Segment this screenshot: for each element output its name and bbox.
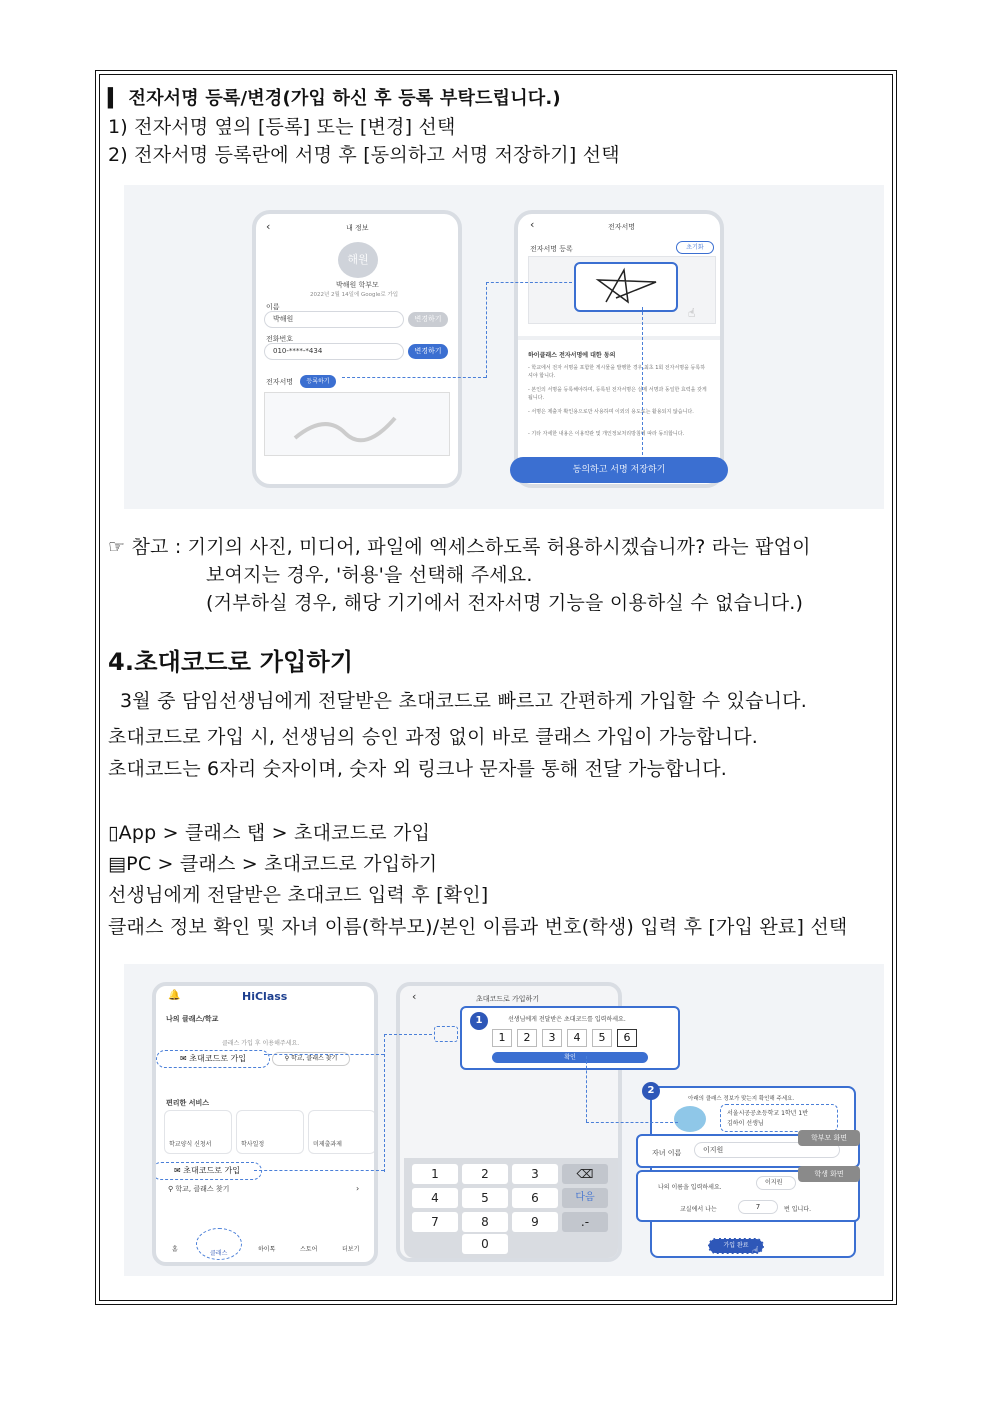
key-5[interactable]: 5	[462, 1188, 508, 1208]
key-4[interactable]: 4	[412, 1188, 458, 1208]
key-3[interactable]: 3	[512, 1164, 558, 1184]
change-phone-button[interactable]: 변경하기	[408, 344, 448, 359]
signature-scribble-icon	[265, 393, 449, 455]
chevron-right-icon: ›	[356, 1184, 360, 1193]
pc-path	[108, 849, 437, 876]
user-name: 박해원 학부모	[336, 281, 379, 289]
tab-home[interactable]: 홈	[172, 1246, 178, 1253]
code-entry-popup	[460, 1006, 680, 1070]
joined-text: 2022년 2월 14일에 Google로 가입	[310, 292, 399, 298]
hand-icon: ☝	[688, 306, 696, 320]
service-card-2[interactable]	[236, 1110, 304, 1154]
signature-header: 전자서명	[608, 223, 636, 231]
signature-title: ▍ 전자서명 등록/변경(가입 하신 후 등록 부탁드립니다.)	[108, 88, 561, 109]
service-1-label: 학교양식 신청서	[169, 1141, 212, 1148]
consent-3: - 서명은 제출자 확인용으로만 사용하며 이외의 용도로는 활용되지 않습니다.	[528, 409, 694, 415]
key-1[interactable]: 1	[412, 1164, 458, 1184]
my-name-label: 나의 이름을 입력하세요.	[658, 1184, 722, 1191]
signature-illustration	[124, 185, 884, 509]
app-path-text: App > 클래스 탭 > 초대코드로 가입	[118, 822, 431, 844]
consent-4: - 기타 자세한 내용은 이용약관 및 개인정보처리방침에 따라 동의합니다.	[528, 431, 685, 437]
consent-title: 하이클래스 전자서명에 대한 동의	[528, 352, 616, 359]
connector-invite-4	[384, 1034, 432, 1035]
avatar: 해원	[338, 242, 378, 278]
signature-step-2: 2) 전자서명 등록란에 서명 후 [동의하고 서명 저장하기] 선택	[108, 144, 620, 166]
invite-paragraph-1: 3월 중 담임선생님에게 전달받은 초대코드로 빠르고 간편하게 가입할 수 있습니다.	[120, 690, 807, 712]
service-3-label: 미제출과제	[313, 1141, 342, 1148]
note-line-1: ☞ 참고 : 기기의 사진, 미디어, 파일에 엑세스하도록 허용하시겠습니까? 라는 팝업이	[108, 536, 811, 558]
invite-code-label-bottom: 초대코드로 가입	[183, 1166, 240, 1175]
signature-screen	[514, 210, 724, 488]
connector-invite-3	[254, 1170, 384, 1171]
mail-icon: ✉	[180, 1054, 190, 1063]
class-number-suffix: 번 입니다.	[784, 1206, 811, 1213]
connector-invite-2	[384, 1034, 385, 1172]
name-label: 이름	[266, 303, 280, 311]
bell-icon[interactable]: 🔔	[168, 990, 181, 1001]
back-icon-3[interactable]: ‹	[412, 990, 417, 1003]
back-icon[interactable]: ‹	[266, 220, 271, 233]
register-signature-button[interactable]: 등록하기	[300, 375, 336, 388]
school-name: 서울시공공초등학교 1학년 1반	[727, 1110, 809, 1117]
class-number-field[interactable]: 7	[738, 1200, 778, 1214]
key-9[interactable]: 9	[512, 1212, 558, 1232]
parent-input-card	[636, 1134, 860, 1168]
join-hint: 클래스 가입 후 이용해주세요.	[222, 1040, 300, 1047]
child-name-label: 자녀 이름	[652, 1149, 682, 1157]
tab-class[interactable]: 클래스	[210, 1250, 228, 1257]
signature-star-icon	[576, 264, 676, 310]
my-info-header: 내 정보	[346, 224, 369, 232]
invite-illustration	[124, 964, 884, 1276]
mobile-icon: ▯	[108, 822, 119, 844]
connector-line-3	[486, 282, 572, 283]
search-row-label: 학교, 클래스 찾기	[175, 1185, 230, 1193]
digit-5: 5	[592, 1029, 612, 1047]
school-icon	[674, 1106, 706, 1132]
connector-invite-6	[586, 1122, 678, 1123]
note-line-2: 보여지는 경우, '허용'을 선택해 주세요.	[206, 564, 533, 586]
number-keypad	[404, 1158, 618, 1258]
code-prompt: 선생님에게 전달받은 초대코드를 입력하세요.	[508, 1016, 626, 1023]
code-field-highlight	[434, 1026, 458, 1042]
search-row[interactable]	[168, 1184, 229, 1194]
divider	[518, 336, 724, 340]
teacher-name: 김하이 선생님	[727, 1120, 764, 1127]
tab-more[interactable]: 더보기	[342, 1246, 360, 1253]
back-icon-2[interactable]: ‹	[530, 218, 535, 231]
change-name-button[interactable]: 변경하기	[408, 312, 448, 327]
note-line-3: (거부하실 경우, 해당 기기에서 전자서명 기능을 이용하실 수 없습니다.)	[206, 592, 804, 614]
name-field[interactable]: 박해원	[264, 311, 404, 328]
services-title: 편리한 서비스	[166, 1099, 210, 1107]
drawn-signature	[574, 262, 678, 312]
invite-step-b: 클래스 정보 확인 및 자녀 이름(학부모)/본인 이름과 번호(학생) 입력 후 [가입 완료] 선택	[108, 916, 848, 938]
digit-3: 3	[542, 1029, 562, 1047]
invite-code-button-top[interactable]	[156, 1050, 270, 1068]
key-6[interactable]: 6	[512, 1188, 558, 1208]
invite-step-a: 선생님에게 전달받은 초대코드 입력 후 [확인]	[108, 884, 489, 906]
pc-icon: ▤	[108, 853, 127, 875]
search-icon: ⚲	[168, 1185, 176, 1193]
key-0[interactable]: 0	[462, 1234, 508, 1254]
phone-field[interactable]: 010-****-*434	[264, 343, 404, 360]
connector-line-2	[486, 282, 487, 378]
connector-line-4	[642, 307, 643, 455]
my-info-screen	[252, 210, 462, 488]
digit-6: 6	[617, 1029, 637, 1047]
signature-preview	[264, 392, 450, 456]
student-screen-tag: 학생 화면	[798, 1166, 860, 1182]
code-digits[interactable]	[492, 1026, 642, 1047]
tab-store[interactable]: 스토어	[300, 1246, 318, 1253]
invite-code-label-top: 초대코드로 가입	[189, 1054, 246, 1063]
connector-line-1	[342, 377, 486, 378]
my-class-title: 나의 클래스/학교	[166, 1015, 219, 1023]
service-2-label: 학사일정	[241, 1141, 265, 1148]
invite-paragraph-2: 초대코드로 가입 시, 선생님의 승인 과정 없이 바로 클래스 가입이 가능합니다.	[108, 726, 759, 748]
class-info-card	[720, 1104, 838, 1132]
confirm-prompt: 아래의 클래스 정보가 맞는지 확인해 주세요.	[688, 1096, 795, 1102]
parent-screen-tag: 학부모 화면	[798, 1130, 860, 1146]
home-screen	[152, 982, 378, 1266]
child-name-field[interactable]: 이지원	[694, 1142, 840, 1158]
service-card-1[interactable]	[164, 1110, 232, 1154]
consent-2: - 본인의 서명을 등록해야하며, 등록된 전자서명은 실제 서명과 동일한 효력을 갖게됩니다.	[528, 387, 707, 401]
my-name-field[interactable]: 이지원	[756, 1176, 796, 1190]
hiclass-logo: HiClass	[242, 990, 288, 1003]
mail-icon-2: ✉	[174, 1166, 184, 1175]
invite-section-title: 4.초대코드로 가입하기	[108, 648, 354, 676]
confirm-button[interactable]: 확인	[492, 1052, 648, 1063]
next-key[interactable]: 다음	[562, 1188, 608, 1208]
search-icon-small: ⚲	[284, 1055, 291, 1062]
reset-button[interactable]: 초기화	[676, 241, 714, 254]
connector-invite-5	[586, 1056, 587, 1122]
service-card-3[interactable]	[308, 1110, 376, 1154]
consent-1: - 학교에서 전자 서명을 포함한 게시물을 발행한 경우,최초 1회 전자서명을 등록하셔야 합니다.	[528, 365, 706, 379]
dot-dash-key[interactable]: .-	[562, 1212, 608, 1232]
signature-register-label: 전자서명 등록	[530, 245, 573, 253]
invite-code-header: 초대코드로 가입하기	[476, 995, 540, 1003]
agree-save-button[interactable]: 동의하고 서명 저장하기	[510, 457, 728, 483]
signature-label: 전자서명	[266, 378, 294, 386]
invite-code-button-bottom[interactable]	[152, 1162, 262, 1180]
app-path	[108, 818, 430, 845]
key-2[interactable]: 2	[462, 1164, 508, 1184]
find-class-label: 학교, 클래스 찾기	[291, 1055, 338, 1062]
digit-2: 2	[517, 1029, 537, 1047]
class-number-prefix: 교실에서 나는	[680, 1206, 717, 1213]
student-input-card	[636, 1170, 860, 1222]
join-complete-button[interactable]: 가입 완료	[708, 1238, 764, 1254]
pc-path-text: PC > 클래스 > 초대코드로 가입하기	[126, 853, 438, 875]
step-2-badge: 2	[642, 1082, 660, 1100]
invite-paragraph-3: 초대코드는 6자리 숫자이며, 숫자 외 링크나 문자를 통해 전달 가능합니다.	[108, 758, 727, 780]
phone-label: 전화번호	[266, 335, 294, 343]
digit-4: 4	[567, 1029, 587, 1047]
key-8[interactable]: 8	[462, 1212, 508, 1232]
pointer-hand-icon: ☝	[752, 1244, 760, 1258]
key-7[interactable]: 7	[412, 1212, 458, 1232]
digit-1: 1	[492, 1029, 512, 1047]
connector-invite-1	[264, 1054, 384, 1055]
tab-chat[interactable]: 하이톡	[258, 1246, 276, 1253]
step-1-badge: 1	[470, 1012, 488, 1030]
signature-step-1: 1) 전자서명 옆의 [등록] 또는 [변경] 선택	[108, 116, 456, 138]
backspace-icon[interactable]: ⌫	[562, 1164, 608, 1184]
